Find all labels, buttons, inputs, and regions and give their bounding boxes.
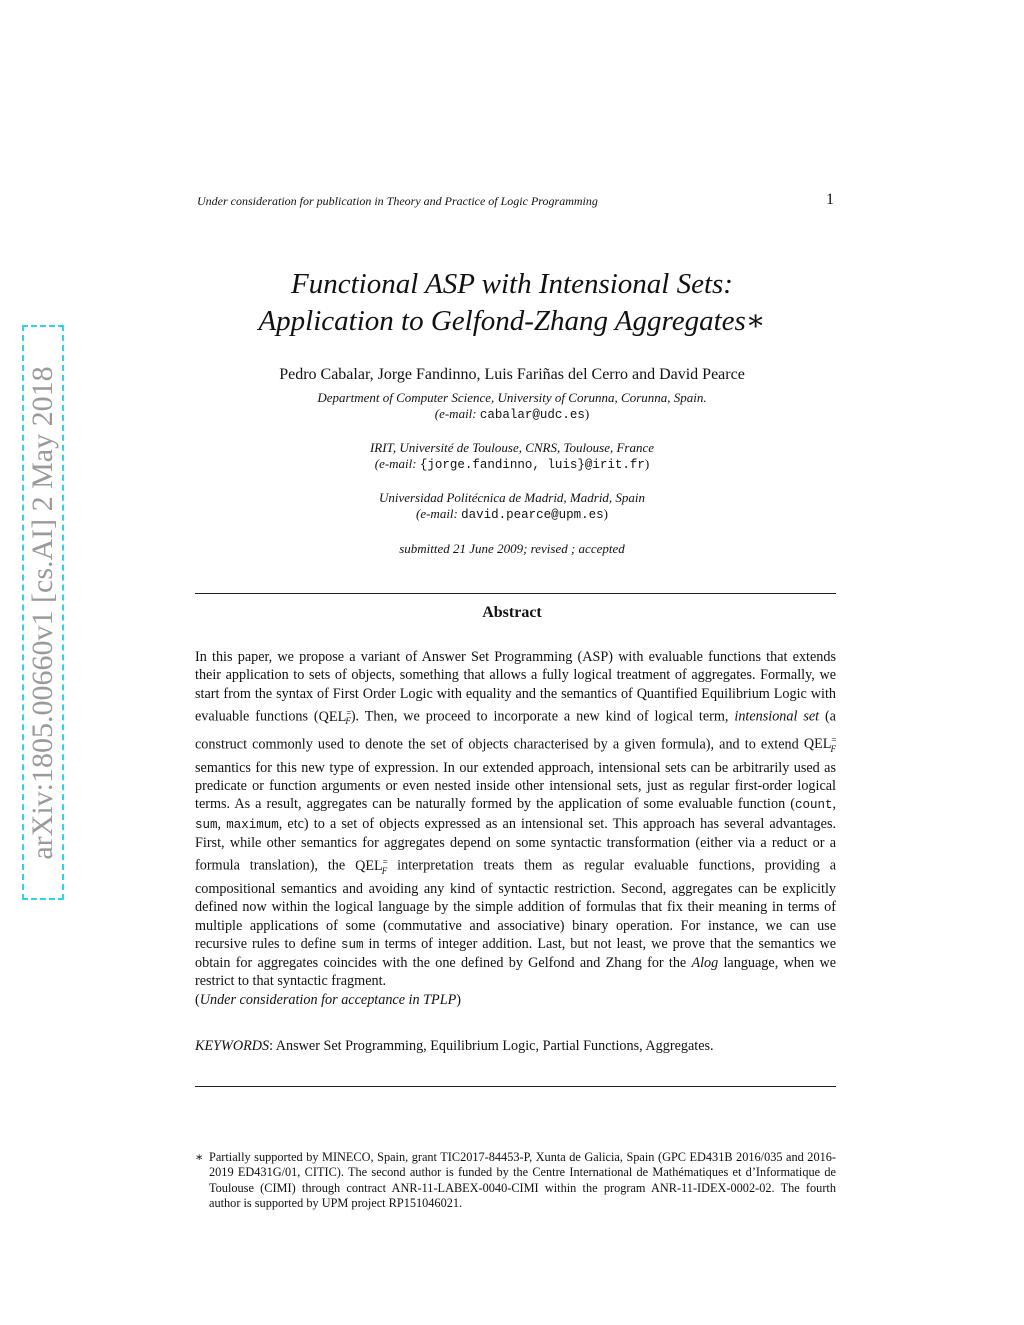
email-close: ) — [644, 456, 650, 471]
keywords — [195, 1038, 836, 1055]
abstract-text: semantics for this new type of expression. In our extended approach, intensional sets can be arbitrarily used as predicate or function arguments or even nested inside other intensional sets, just as regular first-order logical terms. As a result, aggregates can be naturally formed by the application of some evaluable function ( — [195, 759, 836, 813]
funding-footnote — [195, 1150, 836, 1211]
email-close: ) — [584, 406, 590, 421]
affiliation-3-email — [0, 506, 1024, 522]
abstract-text: , etc) to a set of objects expressed as an intensional set. This approach has several advantages. First, while other semantics for aggregates depend on some syntactic transformation (either via a reduct or a formula translation), the — [195, 815, 837, 874]
qel-symbol: $QEL^=_F$ — [803, 734, 837, 755]
page-number: 1 — [826, 191, 834, 208]
abstract-text: language, when we restrict to that syntactic fragment. — [195, 955, 836, 990]
affiliation-3-name: Universidad Politécnica de Madrid, Madrid, Spain — [378, 490, 646, 505]
email-close: ) — [603, 506, 608, 521]
affiliation-2-name: IRIT, Université de Toulouse, CNRS, Toulouse, France — [369, 440, 655, 455]
email-address[interactable]: david.pearce@upm.es — [461, 508, 604, 522]
author-list: Pedro Cabalar, Jorge Fandinno, Luis Fariñas del Cerro and David Pearce — [279, 366, 745, 383]
affiliation-2-email — [0, 456, 1024, 472]
email-label: (e-mail: — [374, 456, 420, 471]
bottom-rule — [195, 1086, 836, 1087]
abstract-heading: Abstract — [482, 604, 542, 621]
keywords-list: : Answer Set Programming, Equilibrium Logic, Partial Functions, Aggregates. — [269, 1038, 714, 1054]
paper-title-line-2 — [0, 303, 1024, 338]
running-head: Under consideration for publication in Theory and Practice of Logic Programming — [197, 194, 598, 208]
affiliation-1-name: Department of Computer Science, University of Corunna, Corunna, Spain. — [317, 390, 707, 405]
abstract-text: (a construct commonly used to denote the set of objects characterised by a given formula), and to extend — [195, 708, 836, 753]
submission-dates: submitted 21 June 2009; revised ; accepted — [399, 541, 625, 556]
email-address[interactable]: {jorge.fandinno, luis}@irit.fr — [419, 458, 645, 472]
top-rule — [195, 593, 836, 594]
email-address[interactable]: cabalar@udc.es — [479, 408, 585, 422]
footnote-text: Partially supported by MINECO, Spain, grant TIC2017-84453-P, Xunta de Galicia, Spain (GPC ED431B 2016/035 and 2016-2019 ED431G/01, CITIC). The second author is funded by the Centre International de Mathématiques et d’Informatique de Toulouse (CIMI) through contract ANR-11-LABEX-0040-CIMI within the program ANR-11-IDEX-0002-02. The fourth author is supported by UPM project RP151046021. — [209, 1150, 836, 1210]
code-sum: sum — [341, 937, 364, 952]
abstract-text: ). Then, we proceed to incorporate a new kind of logical term, — [350, 708, 735, 725]
footnote-marker: ∗ — [195, 1150, 204, 1164]
abstract-text: In this paper, we propose a variant of Answer Set Programming (ASP) with evaluable functions that extends their application to sets of objects, something that allows a fully logical treatment of aggregates. Formally, we start from the syntax of First Order Logic with equality and the semantics of Quantified Equilibrium Logic with evaluable functions ( — [195, 649, 836, 725]
qel-symbol: $QEL^=_F$ — [355, 856, 388, 876]
code-sum: sum — [195, 817, 218, 832]
abstract-note: Under consideration for acceptance in TPLP — [199, 991, 457, 1008]
paper-title-text: Application to Gelfond-Zhang Aggregates — [258, 305, 746, 337]
code-maximum: maximum — [226, 817, 279, 832]
alog-symbol: Alog — [691, 955, 719, 972]
abstract-text: interpretation treats them as regular evaluable functions, providing a compositional semantics and avoiding any kind of syntactic restriction. Second, aggregates can be explicitly defined now within the logical language by the simple addition of formulas that fix their meaning in terms of multiple applications of some (commutative and associative) binary operation. For instance, we can use recursive rules to define — [195, 857, 836, 952]
term-intensional-set: intensional set — [734, 708, 820, 725]
abstract-text: in terms of integer addition. Last, but not least, we prove that the semantics we obtain for aggregates coincides with the one defined by Gelfond and Zhang for the — [195, 935, 836, 972]
affiliation-1-email — [0, 406, 1024, 422]
email-label: (e-mail: — [416, 506, 462, 521]
arxiv-identifier: arXiv:1805.00660v1 [cs.AI] 2 May 2018 — [26, 365, 59, 860]
code-count: count — [794, 798, 833, 813]
email-label: (e-mail: — [434, 406, 480, 421]
keywords-label: KEYWORDS — [195, 1038, 270, 1054]
paper-title-line-1: Functional ASP with Intensional Sets: — [291, 268, 733, 300]
title-footnote-marker[interactable]: ∗ — [745, 305, 766, 337]
qel-symbol: $QEL^=_F$ — [318, 706, 352, 727]
abstract-body: In this paper, we propose a variant of Answer Set Programming (ASP) with evaluable functions that extends their application to sets of objects, something that allows a fully logical treatment of aggregates. Formally, we start from the syntax of First Order Logic with equality and the semantics of Quantified Equilibrium Logic with evaluable functions $(QEL^=_F)$. Then, we proceed to incorporate a new kind of logical term, intensional set (a construct commonly used to denote the set of objects characterised by a given formula), and to extend $QEL^=_F$ semantics for this new type of expression. In our extended approach, intensional sets can be arbitrarily used as predicate or function arguments or even nested inside other intensional sets, just as regular first-order logical terms. As a result, aggregates can be naturally formed by the application of some evaluable function (count, sum, maximum, etc) to a set of objects expressed as an intensional set. This approach has several advantages. First, while other semantics for aggregates depend on some syntactic transformation (either via a reduct or a formula translation), the $QEL^=_F$ interpretation treats them as regular evaluable functions, providing a compositional semantics and avoiding any kind of syntactic restriction. Second, aggregates can be explicitly defined now within the logical language by the simple addition of formulas that fix their meaning in terms of multiple applications of some (commutative and associative) binary operation. For instance, we can use recursive rules to define sum in terms of integer addition. Last, but not least, we prove that the semantics we obtain for aggregates coincides with the one defined by Gelfond and Zhang for the Alog language, when we restrict to that syntactic fragment. (Under consideration for acceptance in TPLP) — [195, 649, 837, 1008]
